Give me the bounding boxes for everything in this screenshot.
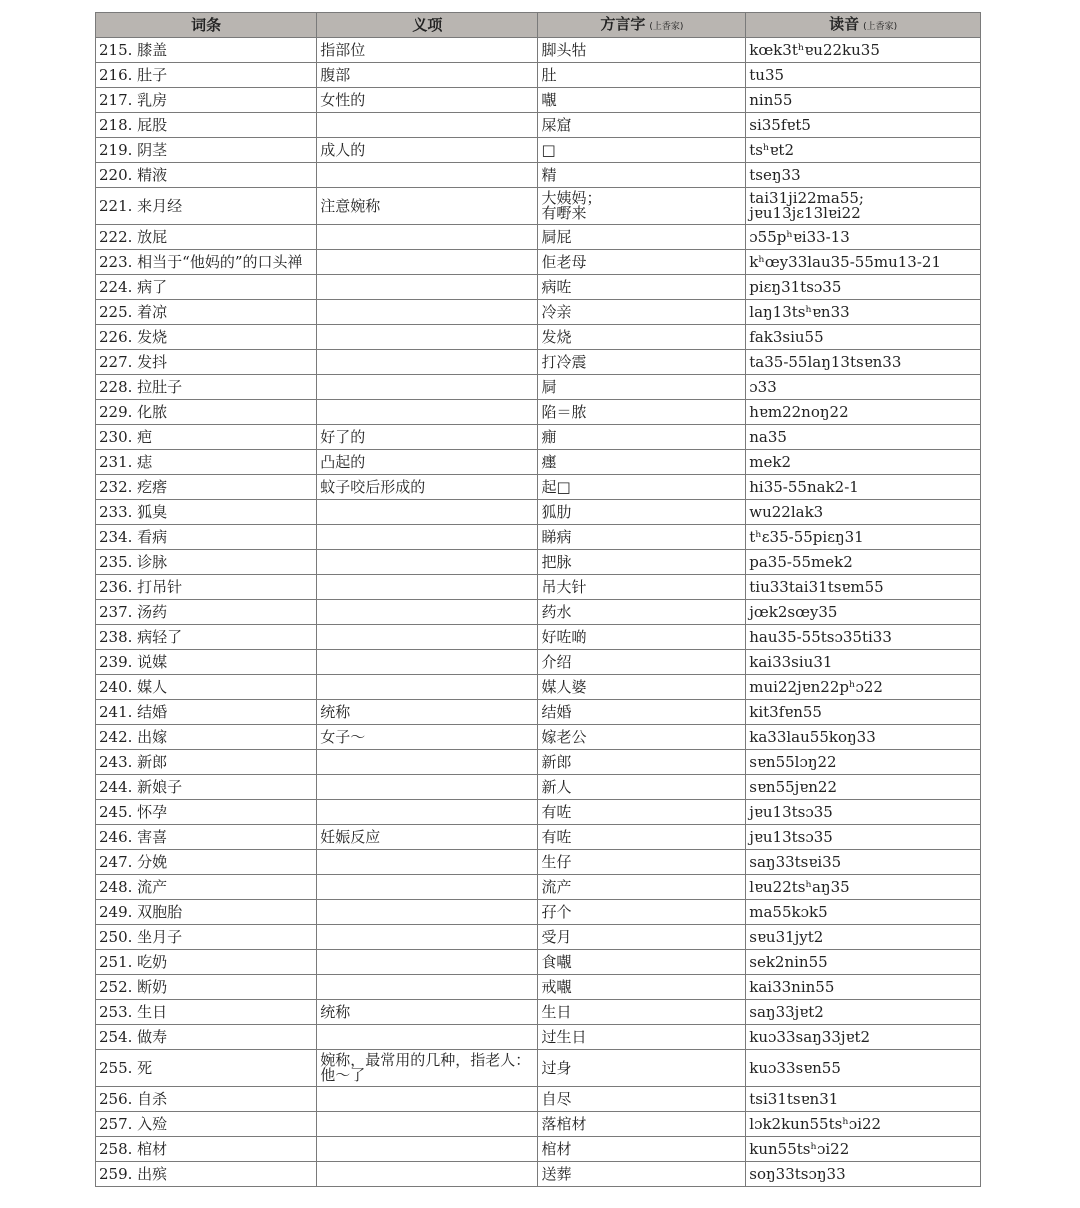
- table-row: [96, 425, 981, 450]
- cell-meaning: [317, 1025, 538, 1050]
- cell-meaning: [317, 350, 538, 375]
- table-row: [96, 550, 981, 575]
- cell-term: 233. 狐臭: [96, 500, 317, 525]
- cell-pronunciation: fak3siu55: [746, 325, 981, 350]
- cell-pronunciation: si35fɐt5: [746, 113, 981, 138]
- table-row: [96, 500, 981, 525]
- cell-meaning: 婉称，最常用的几种，指老人： 他～了: [317, 1050, 538, 1087]
- cell-dialect-char: □: [538, 138, 746, 163]
- cell-meaning: [317, 625, 538, 650]
- cell-term: 221. 来月经: [96, 188, 317, 225]
- table-row: [96, 950, 981, 975]
- table-row: [96, 225, 981, 250]
- cell-dialect-char: 大姨妈； 有嘢来: [538, 188, 746, 225]
- cell-dialect-char: 打冷震: [538, 350, 746, 375]
- cell-dialect-char: 好咗啲: [538, 625, 746, 650]
- header-term: 词条: [96, 13, 317, 38]
- cell-meaning: [317, 1112, 538, 1137]
- header-meaning: 义项: [317, 13, 538, 38]
- cell-meaning: 女子～: [317, 725, 538, 750]
- table-row: [96, 725, 981, 750]
- table-row: [96, 138, 981, 163]
- cell-dialect-char: 病咗: [538, 275, 746, 300]
- cell-meaning: [317, 1162, 538, 1187]
- header-dialect-char-sub: (上香家): [649, 21, 684, 32]
- cell-pronunciation: mui22jɐn22pʰɔ22: [746, 675, 981, 700]
- table-row: [96, 625, 981, 650]
- cell-term: 230. 疤: [96, 425, 317, 450]
- vocabulary-table: [95, 12, 981, 1187]
- cell-dialect-char: 流产: [538, 875, 746, 900]
- cell-term: 240. 媒人: [96, 675, 317, 700]
- cell-dialect-char: 脚头牯: [538, 38, 746, 63]
- header-pronunciation-sub: (上香家): [863, 21, 898, 32]
- cell-dialect-char: 生仔: [538, 850, 746, 875]
- cell-dialect-char: 结婚: [538, 700, 746, 725]
- cell-meaning: [317, 300, 538, 325]
- cell-meaning: [317, 775, 538, 800]
- cell-meaning: [317, 750, 538, 775]
- cell-dialect-char: 狐肋: [538, 500, 746, 525]
- table-row: [96, 1162, 981, 1187]
- table-row: [96, 38, 981, 63]
- table-row: [96, 700, 981, 725]
- cell-term: 245. 怀孕: [96, 800, 317, 825]
- cell-pronunciation: soŋ33tsɔŋ33: [746, 1162, 981, 1187]
- cell-term: 218. 屁股: [96, 113, 317, 138]
- cell-pronunciation: ɔ33: [746, 375, 981, 400]
- cell-dialect-char: 冷亲: [538, 300, 746, 325]
- cell-pronunciation: sɐn55jɐn22: [746, 775, 981, 800]
- cell-meaning: [317, 1087, 538, 1112]
- cell-pronunciation: jɐu13tsɔ35: [746, 825, 981, 850]
- cell-pronunciation: hɐm22noŋ22: [746, 400, 981, 425]
- cell-pronunciation: jɐu13tsɔ35: [746, 800, 981, 825]
- cell-dialect-char: 痭: [538, 425, 746, 450]
- cell-meaning: [317, 600, 538, 625]
- cell-term: 252. 断奶: [96, 975, 317, 1000]
- table-row: [96, 88, 981, 113]
- cell-term: 234. 看病: [96, 525, 317, 550]
- cell-dialect-char: 过生日: [538, 1025, 746, 1050]
- cell-term: 241. 结婚: [96, 700, 317, 725]
- table-row: [96, 925, 981, 950]
- cell-dialect-char: 发烧: [538, 325, 746, 350]
- cell-pronunciation: hi35-55nak2-1: [746, 475, 981, 500]
- table-row: [96, 750, 981, 775]
- cell-term: 258. 棺材: [96, 1137, 317, 1162]
- table-row: [96, 113, 981, 138]
- cell-pronunciation: na35: [746, 425, 981, 450]
- table-row: [96, 1000, 981, 1025]
- table-row: [96, 675, 981, 700]
- cell-dialect-char: 𡃁: [538, 88, 746, 113]
- cell-meaning: [317, 250, 538, 275]
- cell-pronunciation: tʰɛ35-55piɛŋ31: [746, 525, 981, 550]
- cell-pronunciation: piɛŋ31tsɔ35: [746, 275, 981, 300]
- cell-term: 222. 放屁: [96, 225, 317, 250]
- cell-dialect-char: 新郎: [538, 750, 746, 775]
- cell-pronunciation: sek2nin55: [746, 950, 981, 975]
- cell-meaning: [317, 1137, 538, 1162]
- cell-term: 225. 着凉: [96, 300, 317, 325]
- cell-pronunciation: tsi31tsɐn31: [746, 1087, 981, 1112]
- header-dialect-char: 方言字 (上香家): [538, 13, 746, 38]
- cell-pronunciation: jœk2sœy35: [746, 600, 981, 625]
- cell-pronunciation: kuɔ33saŋ33jɐt2: [746, 1025, 981, 1050]
- cell-pronunciation: kai33nin55: [746, 975, 981, 1000]
- cell-term: 226. 发烧: [96, 325, 317, 350]
- cell-dialect-char: 戒𡃁: [538, 975, 746, 1000]
- cell-dialect-char: 新人: [538, 775, 746, 800]
- cell-pronunciation: tsʰɐt2: [746, 138, 981, 163]
- table-row: [96, 1112, 981, 1137]
- table-row: [96, 188, 981, 225]
- cell-term: 249. 双胞胎: [96, 900, 317, 925]
- cell-dialect-char: 屙: [538, 375, 746, 400]
- cell-pronunciation: wu22lak3: [746, 500, 981, 525]
- table-row: [96, 975, 981, 1000]
- cell-dialect-char: 食𡃁: [538, 950, 746, 975]
- cell-term: 244. 新娘子: [96, 775, 317, 800]
- table-row: [96, 825, 981, 850]
- cell-meaning: 注意婉称: [317, 188, 538, 225]
- cell-meaning: [317, 550, 538, 575]
- table-row: [96, 575, 981, 600]
- cell-pronunciation: ka33lau55koŋ33: [746, 725, 981, 750]
- cell-dialect-char: 过身: [538, 1050, 746, 1087]
- cell-term: 254. 做寿: [96, 1025, 317, 1050]
- cell-term: 229. 化脓: [96, 400, 317, 425]
- cell-pronunciation: kʰœy33lau35-55mu13-21: [746, 250, 981, 275]
- cell-pronunciation: sɐn55lɔŋ22: [746, 750, 981, 775]
- table-row: [96, 900, 981, 925]
- cell-meaning: 妊娠反应: [317, 825, 538, 850]
- cell-term: 236. 打吊针: [96, 575, 317, 600]
- table-row: [96, 325, 981, 350]
- cell-pronunciation: tiu33tai31tsɐm55: [746, 575, 981, 600]
- cell-meaning: 腹部: [317, 63, 538, 88]
- cell-meaning: [317, 325, 538, 350]
- cell-meaning: [317, 375, 538, 400]
- cell-term: 219. 阴茎: [96, 138, 317, 163]
- table-row: [96, 450, 981, 475]
- cell-term: 253. 生日: [96, 1000, 317, 1025]
- cell-pronunciation: hau35-55tsɔ35ti33: [746, 625, 981, 650]
- cell-term: 256. 自杀: [96, 1087, 317, 1112]
- table-row: [96, 350, 981, 375]
- cell-pronunciation: lɐu22tsʰaŋ35: [746, 875, 981, 900]
- cell-dialect-char: 药水: [538, 600, 746, 625]
- table-body: [96, 38, 981, 1187]
- cell-meaning: [317, 163, 538, 188]
- header-pronunciation: 读音 (上香家): [746, 13, 981, 38]
- table-row: [96, 375, 981, 400]
- cell-term: 255. 死: [96, 1050, 317, 1087]
- cell-term: 220. 精液: [96, 163, 317, 188]
- cell-meaning: [317, 225, 538, 250]
- table-row: [96, 800, 981, 825]
- cell-term: 217. 乳房: [96, 88, 317, 113]
- cell-term: 238. 病轻了: [96, 625, 317, 650]
- cell-meaning: [317, 400, 538, 425]
- cell-pronunciation: tai31ji22ma55; jɐu13jɛ13lɐi22: [746, 188, 981, 225]
- cell-pronunciation: ɔ55pʰɐi33-13: [746, 225, 981, 250]
- cell-dialect-char: 棺材: [538, 1137, 746, 1162]
- cell-dialect-char: 起□: [538, 475, 746, 500]
- cell-pronunciation: ta35-55laŋ13tsɐn33: [746, 350, 981, 375]
- cell-dialect-char: 精: [538, 163, 746, 188]
- cell-term: 248. 流产: [96, 875, 317, 900]
- cell-term: 228. 拉肚子: [96, 375, 317, 400]
- cell-pronunciation: tu35: [746, 63, 981, 88]
- cell-dialect-char: 有咗: [538, 825, 746, 850]
- cell-meaning: [317, 975, 538, 1000]
- cell-dialect-char: 睇病: [538, 525, 746, 550]
- cell-term: 235. 诊脉: [96, 550, 317, 575]
- table-row: [96, 1137, 981, 1162]
- cell-dialect-char: 肚: [538, 63, 746, 88]
- table-row: [96, 1050, 981, 1087]
- cell-term: 232. 疙瘩: [96, 475, 317, 500]
- cell-pronunciation: lɔk2kun55tsʰɔi22: [746, 1112, 981, 1137]
- cell-pronunciation: laŋ13tsʰɐn33: [746, 300, 981, 325]
- cell-term: 259. 出殡: [96, 1162, 317, 1187]
- cell-meaning: 统称: [317, 1000, 538, 1025]
- cell-term: 215. 膝盖: [96, 38, 317, 63]
- cell-pronunciation: kit3fɐn55: [746, 700, 981, 725]
- cell-pronunciation: nin55: [746, 88, 981, 113]
- cell-dialect-char: 屙屁: [538, 225, 746, 250]
- cell-meaning: 凸起的: [317, 450, 538, 475]
- cell-dialect-char: 孖个: [538, 900, 746, 925]
- cell-meaning: 成人的: [317, 138, 538, 163]
- table-row: [96, 475, 981, 500]
- cell-dialect-char: 落棺材: [538, 1112, 746, 1137]
- cell-term: 227. 发抖: [96, 350, 317, 375]
- table-row: [96, 300, 981, 325]
- cell-meaning: [317, 950, 538, 975]
- cell-dialect-char: 送葬: [538, 1162, 746, 1187]
- cell-term: 231. 痣: [96, 450, 317, 475]
- cell-term: 224. 病了: [96, 275, 317, 300]
- table-row: [96, 400, 981, 425]
- cell-dialect-char: 介绍: [538, 650, 746, 675]
- cell-meaning: [317, 275, 538, 300]
- table-row: [96, 775, 981, 800]
- cell-pronunciation: saŋ33jɐt2: [746, 1000, 981, 1025]
- cell-pronunciation: tseŋ33: [746, 163, 981, 188]
- table-row: [96, 525, 981, 550]
- cell-meaning: [317, 113, 538, 138]
- table-row: [96, 1087, 981, 1112]
- cell-meaning: [317, 675, 538, 700]
- cell-term: 257. 入殓: [96, 1112, 317, 1137]
- cell-dialect-char: 把脉: [538, 550, 746, 575]
- cell-pronunciation: pa35-55mek2: [746, 550, 981, 575]
- cell-meaning: [317, 925, 538, 950]
- table-row: [96, 275, 981, 300]
- cell-term: 223. 相当于“他妈的”的口头禅: [96, 250, 317, 275]
- cell-dialect-char: 屎窟: [538, 113, 746, 138]
- cell-pronunciation: mek2: [746, 450, 981, 475]
- cell-meaning: [317, 575, 538, 600]
- cell-dialect-char: 嫁老公: [538, 725, 746, 750]
- cell-dialect-char: 受月: [538, 925, 746, 950]
- cell-dialect-char: 生日: [538, 1000, 746, 1025]
- cell-meaning: [317, 850, 538, 875]
- table-row: [96, 250, 981, 275]
- table-row: [96, 163, 981, 188]
- table-row: [96, 600, 981, 625]
- cell-pronunciation: sɐu31jyt2: [746, 925, 981, 950]
- cell-dialect-char: 自尽: [538, 1087, 746, 1112]
- cell-term: 243. 新郎: [96, 750, 317, 775]
- cell-dialect-char: 有咗: [538, 800, 746, 825]
- cell-pronunciation: kun55tsʰɔi22: [746, 1137, 981, 1162]
- cell-term: 239. 说媒: [96, 650, 317, 675]
- cell-pronunciation: saŋ33tsɐi35: [746, 850, 981, 875]
- cell-meaning: [317, 875, 538, 900]
- table-row: [96, 63, 981, 88]
- table-row: [96, 875, 981, 900]
- cell-pronunciation: kai33siu31: [746, 650, 981, 675]
- cell-meaning: 好了的: [317, 425, 538, 450]
- cell-dialect-char: 佢老母: [538, 250, 746, 275]
- cell-meaning: [317, 650, 538, 675]
- cell-term: 237. 汤药: [96, 600, 317, 625]
- header-row: [96, 13, 981, 38]
- cell-term: 246. 害喜: [96, 825, 317, 850]
- cell-pronunciation: kuɔ33sɐn55: [746, 1050, 981, 1087]
- cell-meaning: [317, 500, 538, 525]
- cell-meaning: 蚊子咬后形成的: [317, 475, 538, 500]
- cell-pronunciation: kœk3tʰɐu22ku35: [746, 38, 981, 63]
- cell-meaning: [317, 525, 538, 550]
- cell-term: 216. 肚子: [96, 63, 317, 88]
- cell-term: 242. 出嫁: [96, 725, 317, 750]
- cell-term: 250. 坐月子: [96, 925, 317, 950]
- cell-dialect-char: 癦: [538, 450, 746, 475]
- cell-meaning: [317, 900, 538, 925]
- cell-meaning: 指部位: [317, 38, 538, 63]
- table-row: [96, 1025, 981, 1050]
- cell-meaning: 女性的: [317, 88, 538, 113]
- cell-dialect-char: 陷＝脓: [538, 400, 746, 425]
- cell-dialect-char: 吊大针: [538, 575, 746, 600]
- cell-meaning: [317, 800, 538, 825]
- cell-term: 251. 吃奶: [96, 950, 317, 975]
- cell-pronunciation: ma55kɔk5: [746, 900, 981, 925]
- table-row: [96, 650, 981, 675]
- table-row: [96, 850, 981, 875]
- cell-term: 247. 分娩: [96, 850, 317, 875]
- cell-meaning: 统称: [317, 700, 538, 725]
- cell-dialect-char: 媒人婆: [538, 675, 746, 700]
